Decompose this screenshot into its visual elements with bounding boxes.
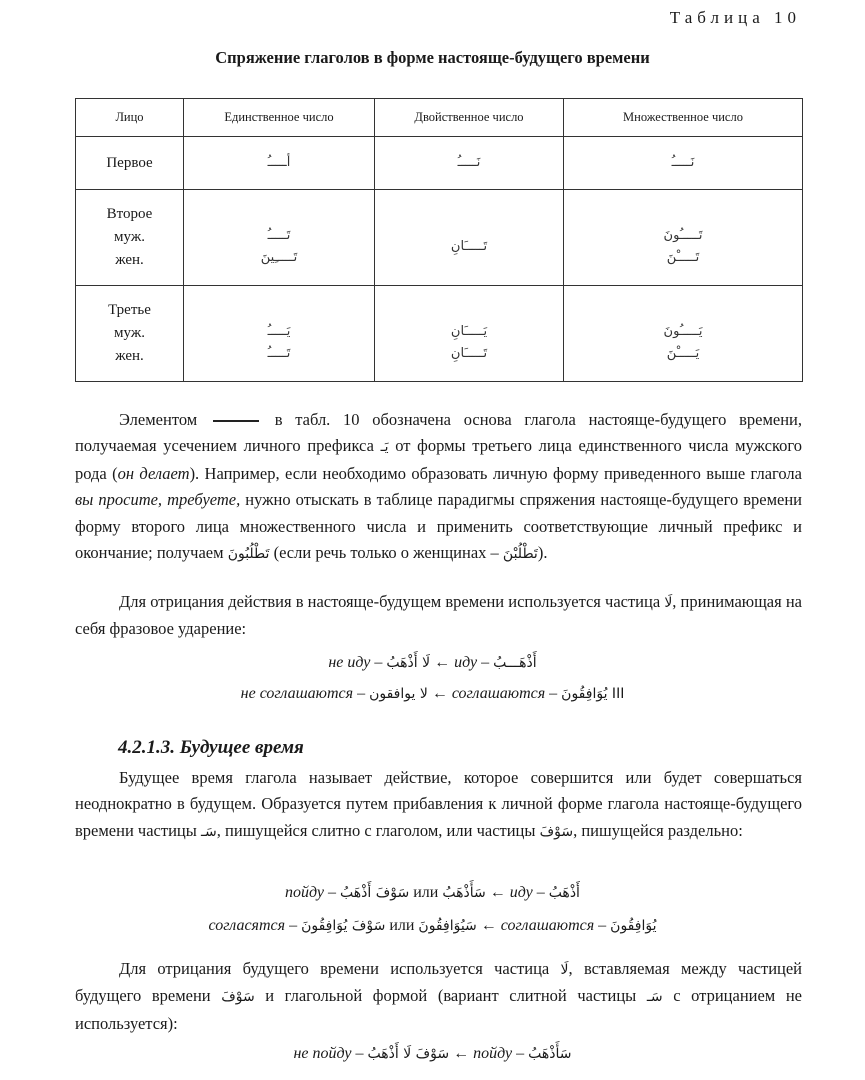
text: , принимающая на себя фразовое ударение: [75, 592, 803, 639]
russian-gloss: пойду [473, 1045, 513, 1062]
text: от формы третьего лица единственного числа мужского рода ( [75, 436, 803, 483]
text: Будущее время глагола называет действие, которое совершится или будет совершаться неоднократно в будущем. Образуется путем прибавления к личной форме глагола настояще-будущего времени частицы [75, 768, 802, 840]
paragraph-stem-explanation [75, 407, 802, 567]
plural-cell [564, 190, 803, 286]
arabic-form: يُوَافِقُونَ [610, 918, 657, 934]
russian-gloss: иду [509, 884, 533, 901]
arabic-affix-masc: يَـــــَانِ [450, 323, 488, 339]
italic-gloss: он делает [117, 463, 190, 483]
column-header-person: Лицо [76, 99, 184, 137]
arabic-form: لَا أَذْهَبُ [386, 655, 431, 671]
russian-gloss: согласятся [208, 917, 286, 934]
person-label: Первое [106, 154, 153, 171]
arabic-form: سَأَذْهَبُ [528, 1046, 572, 1062]
arabic-affix-fem: يَـــــْنَ [666, 345, 700, 361]
dash: – [289, 917, 298, 934]
arrow-left-icon: ← [489, 884, 506, 901]
dash: – [355, 1045, 364, 1062]
example-line [0, 1042, 865, 1066]
person-cell [76, 286, 184, 382]
russian-gloss: соглашаются [500, 917, 595, 934]
paragraph-negation-present [75, 589, 802, 643]
singular-cell [184, 190, 375, 286]
example-line [0, 651, 865, 675]
text: и глагольной формой (вариант слитной частицы [265, 986, 637, 1006]
text: Для отрицания будущего времени используется частица [119, 959, 550, 978]
column-header-singular: Единственное число [184, 99, 375, 137]
arabic-affix: تَـــــَانِ [450, 238, 488, 254]
example-line [0, 881, 865, 905]
person-label: Второе [106, 206, 153, 222]
column-header-dual: Двойственное число [375, 99, 564, 137]
table-number-label: Таблица 10 [669, 8, 801, 27]
arrow-left-icon: ← [480, 917, 497, 934]
arabic-form: أَذْهَبُ [548, 885, 580, 901]
singular-cell [184, 137, 375, 190]
italic-gloss: вы просите, требуете, [75, 490, 241, 510]
russian-gloss: не соглашаются [240, 685, 354, 702]
russian-gloss: не иду [328, 654, 371, 671]
arabic-form: لا يوافقون [369, 686, 428, 702]
table-header-row [76, 99, 803, 137]
gender-fem-label: жен. [115, 348, 144, 364]
gender-masc-label: муж. [114, 229, 145, 245]
table-row-second-person [76, 190, 803, 286]
arabic-affix-fem: تَـــــُ [267, 345, 291, 361]
arabic-form: سَوْفَ لَا أَذْهَبُ [367, 1046, 450, 1062]
russian-gloss: иду [454, 654, 478, 671]
arrow-left-icon: ← [434, 654, 451, 671]
dash: – [328, 884, 337, 901]
arrow-left-icon: ← [431, 685, 448, 702]
arabic-affix-masc: يَـــــُ [267, 323, 291, 339]
arabic-particle: لَا [664, 595, 673, 611]
text: ). Например, если необходимо образовать личную форму приведенного выше глагола [189, 463, 802, 483]
russian-gloss: не пойду [293, 1045, 352, 1062]
arabic-particle: لَا [560, 962, 569, 978]
arabic-affix-masc: تَـــــُ [267, 227, 291, 243]
text: , пишущейся раздельно: [573, 820, 743, 840]
arabic-affix-fem: تَـــــِينَ [260, 249, 298, 265]
text: нужно отыскать в таблице парадигмы спряжения настояще-будущего времени форму второго лица множественного числа и применить соответствующие личный префикс и окончание; получаем [75, 490, 803, 563]
arabic-word: تَطْلُبْنَ [502, 546, 538, 563]
arabic-affix: نَـــــُ [457, 155, 481, 170]
arabic-affix-masc: يَـــــُونَ [663, 323, 703, 339]
text: , вставляемая между частицей будущего времени [75, 959, 803, 1006]
paragraph-negation-future [75, 956, 802, 1037]
arabic-affix-masc: تَـــــُونَ [663, 227, 703, 243]
text: (если речь только о женщинах – [273, 543, 499, 563]
table-row-first-person [76, 137, 803, 190]
dash: – [516, 1045, 525, 1062]
plural-cell [564, 286, 803, 382]
arabic-particle: سَوْفَ [539, 823, 574, 840]
arabic-particle: سَوْفَ [221, 989, 255, 1006]
table-title: Спряжение глаголов в форме настояще-будущего времени [215, 48, 650, 67]
arabic-particle: سَـ [200, 823, 217, 840]
or-word: или [389, 917, 415, 934]
dual-cell [375, 137, 564, 190]
person-cell [76, 190, 184, 286]
dash: – [549, 685, 558, 702]
arrow-left-icon: ← [453, 1045, 470, 1062]
dash: – [481, 654, 490, 671]
text: с отрицанием не используется): [75, 986, 802, 1033]
conjugation-table [75, 98, 803, 382]
arabic-form: سَوْفَ أَذْهَبُ [340, 885, 410, 901]
text: в табл. 10 обозначена основа глагола настояще-будущего времени, получаемая усечением личного префикса [75, 410, 803, 456]
arabic-form: سَيُوَافِقُونَ [418, 918, 477, 934]
person-label: Третье [108, 302, 151, 318]
paragraph-future-tense [75, 765, 802, 845]
text: ). [537, 543, 548, 563]
dual-cell [375, 190, 564, 286]
arabic-form: أَذْهَـــبُ [493, 655, 537, 671]
arabic-affix: نَـــــُ [671, 155, 695, 170]
singular-cell [184, 286, 375, 382]
arabic-form: سَوْفَ يُوَافِقُونَ [301, 918, 386, 934]
example-line [0, 914, 865, 938]
arabic-affix: أـــــُ [267, 155, 291, 170]
gender-masc-label: муж. [114, 325, 145, 341]
gender-fem-label: жен. [115, 252, 144, 268]
arabic-affix-fem: تَـــــَانِ [450, 345, 488, 361]
column-header-plural: Множественное число [564, 99, 803, 137]
arabic-form: سَأَذْهَبُ [442, 885, 486, 901]
dash: – [374, 654, 383, 671]
dash: – [536, 884, 545, 901]
russian-gloss: пойду [285, 884, 325, 901]
text: , пишущейся слитно с глаголом, или частицы [216, 820, 536, 840]
stem-placeholder-line [213, 420, 259, 422]
dash: – [598, 917, 607, 934]
dash: – [357, 685, 366, 702]
arabic-particle: سَـ [646, 989, 663, 1006]
plural-cell [564, 137, 803, 190]
arabic-word: تَطْلُبُونَ [227, 546, 270, 563]
dual-cell [375, 286, 564, 382]
table-row-third-person [76, 286, 803, 382]
arabic-affix-fem: تَـــــْنَ [666, 249, 700, 265]
russian-gloss: соглашаются [451, 685, 546, 702]
arabic-prefix: يَـ [380, 439, 389, 456]
arabic-form: يُوَافِقُونَ III [561, 686, 625, 702]
text: Элементом [119, 410, 198, 429]
or-word: или [413, 884, 439, 901]
text: Для отрицания действия в настояще-будущем времени используется частица [119, 592, 661, 611]
example-line [0, 682, 865, 706]
person-cell [76, 137, 184, 190]
section-heading: 4.2.1.3. Будущее время [118, 737, 304, 758]
